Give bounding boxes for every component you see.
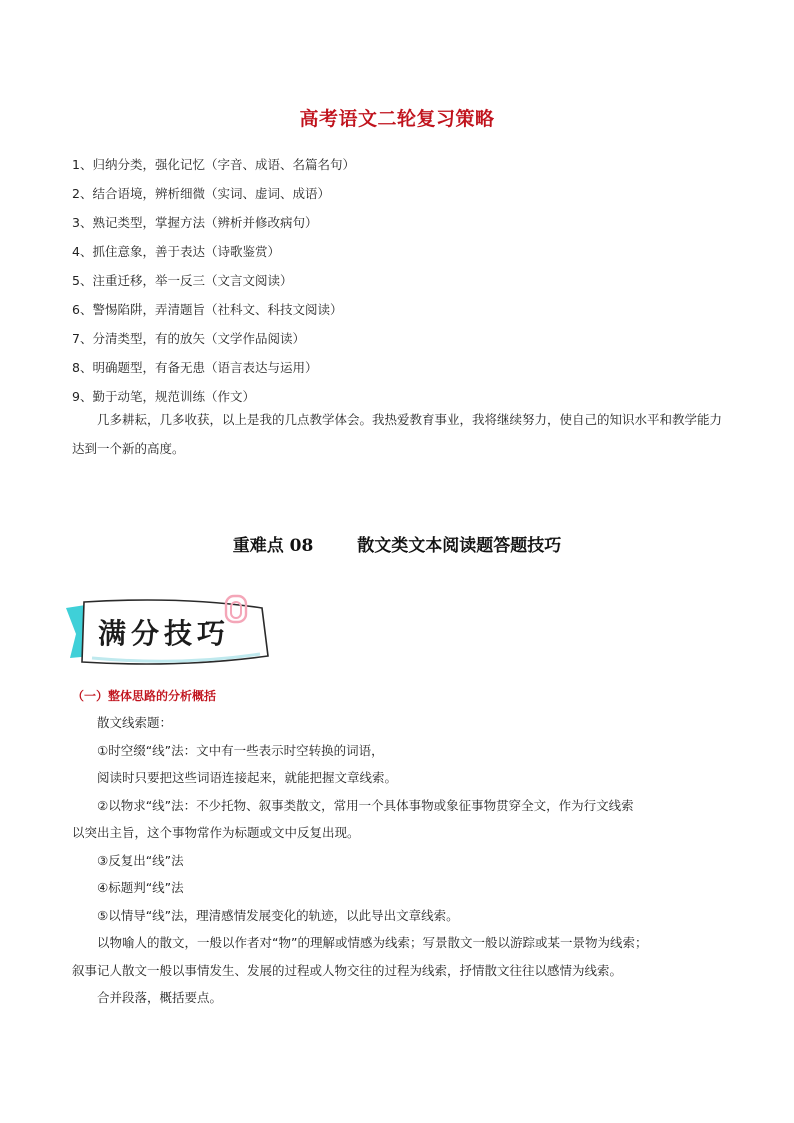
subheading: （一）整体思路的分析概括 [72,689,217,703]
strategy-list [72,150,732,411]
body-line: ④标题判“线”法 [97,880,184,895]
body-line: 阅读时只要把这些词语连接起来，就能把握文章线索。 [97,770,398,785]
body-line: ⑤以情导“线”法，理清感情发展变化的轨迹，以此导出文章线索。 [97,907,459,923]
body-line: ②以物求“线”法：不少托物、叙事类散文，常用一个具体事物或象征事物贯穿全文，作为行文线索 [97,797,634,813]
list-item: 7、分清类型，有的放矢（文学作品阅读） [72,331,305,346]
strategy-title: 高考语文二轮复习策略 [299,108,495,130]
badge-banner [62,594,276,668]
list-item: 8、明确题型，有备无患（语言表达与运用） [72,360,318,375]
section-number: 重难点 08 [232,536,314,556]
list-item: 9、勤于动笔，规范训练（作文） [72,389,255,404]
badge-text: 满分技巧 [98,617,231,650]
list-item: 5、注重迁移，举一反三（文言文阅读） [72,273,293,288]
body-line: 叙事记人散文一般以事情发生、发展的过程或人物交往的过程为线索，抒情散文往往以感情为线索。 [72,962,623,978]
section-heading [0,531,794,556]
list-item: 1、归纳分类，强化记忆（字音、成语、名篇名句） [72,157,355,172]
list-item: 6、警惕陷阱，弄清题旨（社科文、科技文阅读） [72,302,343,317]
body-line: 散文线索题： [97,715,173,730]
body-line: 合并段落，概括要点。 [97,990,223,1005]
section-title: 散文类文本阅读题答题技巧 [357,536,562,556]
body-block [72,709,732,1012]
body-line: ①时空缀“线”法：文中有一些表示时空转换的词语， [97,742,384,758]
list-item: 3、熟记类型，掌握方法（辨析并修改病句） [72,215,318,230]
body-line: ③反复出“线”法 [97,852,184,868]
list-item: 4、抓住意象，善于表达（诗歌鉴赏） [72,244,280,259]
body-line: 以物喻人的散文，一般以作者对“物”的理解或情感为线索；写景散文一般以游踪或某一景物为线索； [97,935,648,950]
closing-paragraph: 几多耕耘，几多收获，以上是我的几点教学体会。我热爱教育事业，我将继续努力，使自己的知识水平和教学能力达到一个新的高度。 [72,412,723,456]
list-item: 2、结合语境，辨析细微（实词、虚词、成语） [72,186,330,201]
body-line: 以突出主旨，这个事物常作为标题或文中反复出现。 [72,825,360,840]
